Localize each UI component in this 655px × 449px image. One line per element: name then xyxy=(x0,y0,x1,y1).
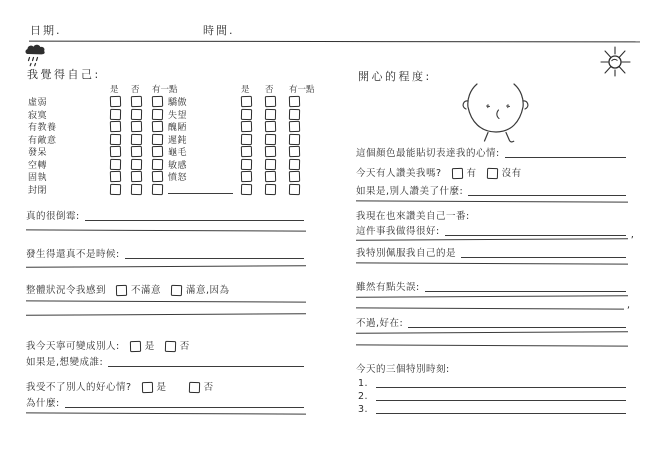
praised-question xyxy=(356,165,522,179)
mistake-label: 雖然有點失誤: xyxy=(356,282,420,293)
feeling-right-alittle-checkbox[interactable] xyxy=(289,96,300,107)
time-label: 時間. xyxy=(203,24,235,37)
feeling-left-label: 有教養 xyxy=(28,123,57,133)
write-line[interactable] xyxy=(356,200,628,202)
feeling-left-label: 虛弱 xyxy=(28,98,48,108)
luckily-label: 不過,好在: xyxy=(356,318,404,329)
happiness-title: 開心的程度: xyxy=(358,70,432,83)
feeling-left-no-checkbox[interactable] xyxy=(131,146,142,157)
write-line[interactable] xyxy=(356,295,628,297)
scale-no-label: 否 xyxy=(131,84,140,95)
color-mood-question xyxy=(356,145,628,159)
become-someone-question xyxy=(26,338,190,352)
write-line[interactable] xyxy=(356,299,631,311)
overall-question xyxy=(26,282,230,296)
scale-alittle-label: 有一點 xyxy=(152,84,178,95)
admire-self-write-line[interactable] xyxy=(461,246,626,258)
feeling-left-label: 發呆 xyxy=(28,148,48,158)
admire-self-label: 我特別佩服我自己的是 xyxy=(356,248,457,259)
feeling-left-yes-checkbox[interactable] xyxy=(110,121,121,132)
bad-timing-question xyxy=(26,246,306,260)
feeling-right-no-checkbox[interactable] xyxy=(265,96,276,107)
feeling-left-alittle-checkbox[interactable] xyxy=(152,121,163,132)
unsatisfied-checkbox[interactable] xyxy=(116,285,127,296)
moment-2-write-line[interactable] xyxy=(376,389,626,401)
feeling-left-alittle-checkbox[interactable] xyxy=(152,171,163,182)
feeling-left-label: 固執 xyxy=(28,173,48,183)
yes-label: 是 xyxy=(156,382,167,393)
color-mood-write-line[interactable] xyxy=(505,146,626,158)
feeling-left-no-checkbox[interactable] xyxy=(131,158,142,169)
face-drawing xyxy=(450,80,546,144)
feeling-right-label: 遲鈍 xyxy=(168,135,188,146)
continuation-comma: , xyxy=(630,229,635,241)
feeling-right-alittle-checkbox[interactable] xyxy=(289,183,300,194)
mistake-question xyxy=(356,279,628,293)
feeling-right-alittle-checkbox[interactable] xyxy=(289,133,300,144)
feelings-title: 我覺得自己: xyxy=(27,68,101,81)
become-who-label: 如果是,想變成誰: xyxy=(26,357,104,368)
become-who-question xyxy=(26,354,306,368)
feeling-left-no-checkbox[interactable] xyxy=(131,133,142,144)
rain-cloud-icon xyxy=(23,44,49,68)
unlucky-write-line[interactable] xyxy=(85,209,304,221)
feeling-left-label: 封閉 xyxy=(28,185,48,196)
self-praise-heading xyxy=(356,208,470,222)
feeling-left-label: 有敵意 xyxy=(28,135,57,146)
feeling-row xyxy=(28,158,338,171)
moment-3-row xyxy=(358,402,628,415)
feeling-right-no-checkbox[interactable] xyxy=(265,133,276,144)
feelings-grid xyxy=(28,82,338,195)
write-line[interactable] xyxy=(356,262,628,264)
praised-label: 今天有人讚美我嗎? xyxy=(356,168,442,179)
feeling-row xyxy=(28,95,338,108)
feeling-left-alittle-checkbox[interactable] xyxy=(152,108,163,119)
feeling-right-label: 敏感 xyxy=(168,160,188,171)
feeling-left-alittle-checkbox[interactable] xyxy=(152,158,163,169)
moment-1-number: 1. xyxy=(358,378,369,389)
unlucky-question xyxy=(26,208,306,222)
feeling-left-label: 寂寞 xyxy=(28,110,48,121)
feeling-row xyxy=(28,183,338,196)
did-well-label: 這件事我做得很好: xyxy=(356,226,440,237)
bad-timing-write-line[interactable] xyxy=(125,247,304,259)
praised-what-label: 如果是,別人讚美了什麼: xyxy=(356,186,464,197)
feeling-right-label: 醜陋 xyxy=(168,123,188,133)
feeling-left-no-checkbox[interactable] xyxy=(131,171,142,182)
feeling-right-no-checkbox[interactable] xyxy=(265,121,276,132)
feeling-left-label: 空轉 xyxy=(28,160,48,171)
satisfied-checkbox[interactable] xyxy=(171,285,182,296)
header-rule xyxy=(29,41,640,43)
feeling-row xyxy=(28,145,338,158)
satisfied-label: 滿意,因為 xyxy=(186,285,230,296)
luckily-write-line[interactable] xyxy=(408,316,626,328)
did-well-write-line[interactable] xyxy=(445,224,626,236)
feelings-scale-header xyxy=(28,82,338,95)
scale-yes-label: 是 xyxy=(110,84,119,95)
feeling-left-yes-checkbox[interactable] xyxy=(110,158,121,169)
feeling-left-yes-checkbox[interactable] xyxy=(110,171,121,182)
unlucky-label: 真的很倒霉: xyxy=(26,211,80,222)
praised-yes-label: 有 xyxy=(466,168,477,179)
feeling-right-alittle-checkbox[interactable] xyxy=(289,108,300,119)
cant-stand-question xyxy=(26,379,214,393)
feeling-right-label: 失望 xyxy=(168,110,188,121)
become-someone-label: 我今天寧可變成別人: xyxy=(26,341,120,352)
write-line[interactable] xyxy=(26,313,306,315)
feeling-left-no-checkbox[interactable] xyxy=(131,108,142,119)
praised-what-write-line[interactable] xyxy=(468,184,626,196)
feeling-left-alittle-checkbox[interactable] xyxy=(152,183,163,194)
feeling-right-alittle-checkbox[interactable] xyxy=(289,171,300,182)
feeling-right-yes-checkbox[interactable] xyxy=(241,133,252,144)
feeling-left-no-checkbox[interactable] xyxy=(131,183,142,194)
feeling-right-no-checkbox[interactable] xyxy=(265,158,276,169)
feeling-right-yes-checkbox[interactable] xyxy=(241,108,252,119)
why-write-line[interactable] xyxy=(65,396,304,408)
feeling-left-no-checkbox[interactable] xyxy=(131,96,142,107)
scale-yes-label: 是 xyxy=(241,84,250,95)
praised-what-question xyxy=(356,183,628,197)
write-line[interactable] xyxy=(26,265,306,267)
feeling-left-alittle-checkbox[interactable] xyxy=(152,146,163,157)
feeling-right-alittle-checkbox[interactable] xyxy=(289,146,300,157)
continuation-comma: , xyxy=(626,299,631,311)
no-label: 否 xyxy=(203,382,214,393)
become-yes-checkbox[interactable] xyxy=(130,341,141,352)
feeling-left-alittle-checkbox[interactable] xyxy=(152,96,163,107)
feeling-right-no-checkbox[interactable] xyxy=(265,108,276,119)
feeling-row xyxy=(28,133,338,146)
feeling-left-yes-checkbox[interactable] xyxy=(110,133,121,144)
feeling-right-label: 驕傲 xyxy=(168,98,188,108)
feeling-right-no-checkbox[interactable] xyxy=(265,171,276,182)
custom-feeling-write-line[interactable] xyxy=(168,184,233,194)
write-line[interactable] xyxy=(26,300,306,302)
moment-2-number: 2. xyxy=(358,391,369,402)
feeling-right-label: 憤怒 xyxy=(168,173,188,183)
date-label: 日期. xyxy=(30,24,62,37)
feeling-right-label: 龜毛 xyxy=(168,148,188,158)
moment-3-write-line[interactable] xyxy=(376,402,626,414)
color-mood-label: 這個顏色最能貼切表達我的心情: xyxy=(356,148,500,159)
self-praise-label: 我現在也來讚美自己一番: xyxy=(356,211,470,222)
sun-icon xyxy=(598,45,632,77)
become-who-write-line[interactable] xyxy=(108,355,304,367)
cant-stand-yes-checkbox[interactable] xyxy=(141,382,152,393)
three-moments-label: 今天的三個特別時刻: xyxy=(356,364,450,375)
unsatisfied-label: 不滿意 xyxy=(131,285,162,296)
feeling-right-alittle-checkbox[interactable] xyxy=(289,158,300,169)
become-no-checkbox[interactable] xyxy=(165,341,176,352)
feeling-right-yes-checkbox[interactable] xyxy=(241,158,252,169)
feeling-row xyxy=(28,170,338,183)
feeling-right-yes-checkbox[interactable] xyxy=(241,183,252,194)
cant-stand-no-checkbox[interactable] xyxy=(188,382,199,393)
overall-label: 整體狀況令我感到 xyxy=(26,285,107,296)
feeling-left-alittle-checkbox[interactable] xyxy=(152,133,163,144)
moment-3-number: 3. xyxy=(358,404,369,415)
feeling-right-no-checkbox[interactable] xyxy=(265,183,276,194)
feeling-right-yes-checkbox[interactable] xyxy=(241,121,252,132)
feeling-row xyxy=(28,120,338,133)
bad-timing-label: 發生得還真不是時候: xyxy=(26,249,120,260)
praised-no-checkbox[interactable] xyxy=(486,168,497,179)
write-line[interactable] xyxy=(356,344,628,346)
write-line[interactable] xyxy=(356,331,628,333)
praised-yes-checkbox[interactable] xyxy=(451,168,462,179)
feeling-left-no-checkbox[interactable] xyxy=(131,121,142,132)
feeling-right-alittle-checkbox[interactable] xyxy=(289,121,300,132)
did-well-question xyxy=(356,223,628,237)
scale-no-label: 否 xyxy=(265,84,274,95)
moment-2-row xyxy=(358,389,628,402)
feeling-right-no-checkbox[interactable] xyxy=(265,146,276,157)
feeling-right-yes-checkbox[interactable] xyxy=(241,171,252,182)
moment-1-row xyxy=(358,376,628,389)
three-moments-heading xyxy=(356,361,450,375)
cant-stand-label: 我受不了別人的好心情? xyxy=(26,382,132,393)
moment-1-write-line[interactable] xyxy=(376,376,626,388)
yes-label: 是 xyxy=(144,341,155,352)
feeling-left-yes-checkbox[interactable] xyxy=(110,96,121,107)
why-question xyxy=(26,395,306,409)
feeling-left-yes-checkbox[interactable] xyxy=(110,146,121,157)
admire-self-question xyxy=(356,245,628,259)
feeling-right-yes-checkbox[interactable] xyxy=(241,146,252,157)
why-label: 為什麼: xyxy=(26,398,60,409)
scale-alittle-label: 有一點 xyxy=(289,84,315,95)
write-line[interactable] xyxy=(26,412,306,414)
feeling-row xyxy=(28,108,338,121)
feeling-left-yes-checkbox[interactable] xyxy=(110,183,121,194)
feeling-right-yes-checkbox[interactable] xyxy=(241,96,252,107)
luckily-question xyxy=(356,315,628,329)
mistake-write-line[interactable] xyxy=(425,280,626,292)
praised-no-label: 沒有 xyxy=(501,168,522,179)
no-label: 否 xyxy=(179,341,190,352)
feeling-left-yes-checkbox[interactable] xyxy=(110,108,121,119)
write-line[interactable] xyxy=(26,229,306,231)
